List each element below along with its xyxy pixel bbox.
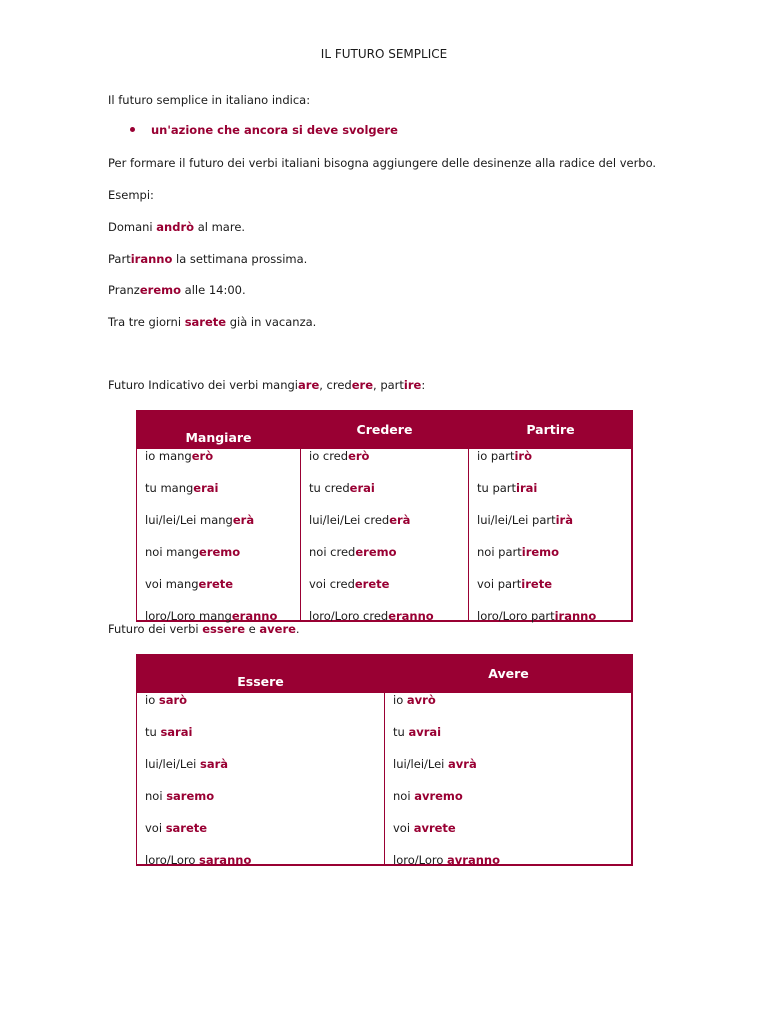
text-segment: lui/lei/Lei xyxy=(145,757,201,771)
conjugation-cell xyxy=(145,481,218,495)
page-title: IL FUTURO SEMPLICE xyxy=(320,47,448,61)
header-essere: Essere xyxy=(237,674,284,689)
highlighted-ending: andrò xyxy=(156,220,195,234)
text-segment: la settimana prossima. xyxy=(172,252,308,266)
bullet-icon xyxy=(130,127,135,132)
conjugation-cell xyxy=(477,513,573,527)
highlighted-ending: avremo xyxy=(414,789,463,803)
header-partire: Partire xyxy=(526,422,575,437)
conjugation-cell xyxy=(477,545,559,559)
highlighted-ending: avrai xyxy=(408,725,442,739)
text-segment: noi mang xyxy=(145,545,200,559)
text-segment: al mare. xyxy=(194,220,246,234)
header-credere: Credere xyxy=(356,422,413,437)
highlighted-ending: avere xyxy=(259,622,296,636)
highlighted-ending: saremo xyxy=(166,789,215,803)
highlighted-ending: erò xyxy=(348,449,370,463)
highlighted-ending: eremo xyxy=(199,545,241,559)
text-segment: voi xyxy=(393,821,414,835)
conjugation-cell xyxy=(477,609,596,623)
table1-caption xyxy=(108,378,425,392)
bullet-item xyxy=(130,123,398,137)
conjugation-cell xyxy=(145,513,254,527)
highlighted-ending: irete xyxy=(521,577,552,591)
highlighted-ending: erà xyxy=(232,513,255,527)
highlighted-ending: erete xyxy=(198,577,234,591)
conjugation-cell xyxy=(309,577,389,591)
highlighted-ending: iremo xyxy=(521,545,560,559)
conjugation-cell xyxy=(309,449,369,463)
text-segment: loro/Loro cred xyxy=(309,609,389,623)
conjugation-cell xyxy=(309,513,410,527)
highlighted-ending: sarete xyxy=(165,821,208,835)
conjugation-table-irregular xyxy=(136,654,633,866)
text-segment: loro/Loro mang xyxy=(145,609,232,623)
text-segment: Part xyxy=(108,252,131,266)
highlighted-ending: avrò xyxy=(406,693,436,707)
text-segment: Tra tre giorni xyxy=(108,315,185,329)
text-segment: Domani xyxy=(108,220,157,234)
conjugation-cell xyxy=(145,853,251,867)
conjugation-cell xyxy=(145,449,213,463)
text-segment: alle 14:00. xyxy=(181,283,246,297)
conjugation-cell xyxy=(393,693,436,707)
highlighted-ending: iranno xyxy=(130,252,173,266)
highlighted-ending: sarete xyxy=(184,315,227,329)
conjugation-cell xyxy=(393,725,441,739)
highlighted-ending: eremo xyxy=(139,283,181,297)
conjugation-table-regular xyxy=(136,410,633,622)
text-segment: io mang xyxy=(145,449,192,463)
text-segment: io xyxy=(145,693,159,707)
highlighted-ending: sarà xyxy=(200,757,229,771)
highlighted-ending: ire xyxy=(403,378,422,392)
text-segment: lui/lei/Lei part xyxy=(477,513,556,527)
text-segment: voi cred xyxy=(309,577,355,591)
highlighted-ending: essere xyxy=(202,622,245,636)
highlighted-ending: irà xyxy=(555,513,573,527)
example-line xyxy=(108,252,307,266)
bullet-text: un'azione che ancora si deve svolgere xyxy=(151,123,398,137)
examples-label: Esempi: xyxy=(108,188,154,202)
highlighted-ending: ere xyxy=(351,378,374,392)
highlighted-ending: erà xyxy=(389,513,411,527)
highlighted-ending: eranno xyxy=(388,609,434,623)
conjugation-cell xyxy=(393,789,463,803)
text-segment: noi xyxy=(393,789,415,803)
text-segment: tu xyxy=(145,725,161,739)
intro-text: Il futuro semplice in italiano indica: xyxy=(108,93,311,107)
conjugation-cell xyxy=(309,481,375,495)
text-segment: Pranz xyxy=(108,283,140,297)
text-segment: noi cred xyxy=(309,545,356,559)
text-segment: loro/Loro xyxy=(393,853,448,867)
header-avere: Avere xyxy=(488,666,529,681)
text-segment: voi mang xyxy=(145,577,199,591)
highlighted-ending: avrete xyxy=(413,821,456,835)
conjugation-cell xyxy=(145,821,207,835)
conjugation-cell xyxy=(477,449,532,463)
text-segment: lui/lei/Lei xyxy=(393,757,449,771)
conjugation-cell xyxy=(477,577,552,591)
conjugation-cell xyxy=(145,693,187,707)
text-segment: tu xyxy=(393,725,409,739)
text-segment: tu cred xyxy=(309,481,350,495)
header-mangiare: Mangiare xyxy=(185,430,252,445)
text-segment: voi part xyxy=(477,577,522,591)
formation-text: Per formare il futuro dei verbi italiani bisogna aggiungere delle desinenze alla radice del verbo. xyxy=(108,156,657,170)
example-line xyxy=(108,283,246,297)
highlighted-ending: erai xyxy=(349,481,375,495)
table2-caption xyxy=(108,622,300,636)
text-segment: Futuro Indicativo dei verbi mangi xyxy=(108,378,299,392)
highlighted-ending: avranno xyxy=(447,853,500,867)
conjugation-cell xyxy=(145,545,240,559)
conjugation-cell xyxy=(145,725,192,739)
text-segment: , part xyxy=(373,378,404,392)
text-segment: Futuro dei verbi xyxy=(108,622,203,636)
text-segment: , cred xyxy=(319,378,352,392)
text-segment: io cred xyxy=(309,449,349,463)
highlighted-ending: irai xyxy=(516,481,538,495)
highlighted-ending: irò xyxy=(514,449,532,463)
text-segment: lui/lei/Lei mang xyxy=(145,513,233,527)
highlighted-ending: sarai xyxy=(160,725,193,739)
conjugation-cell xyxy=(393,757,477,771)
conjugation-cell xyxy=(145,757,228,771)
text-segment: : xyxy=(421,378,426,392)
text-segment: noi part xyxy=(477,545,522,559)
conjugation-cell xyxy=(309,545,397,559)
text-segment: noi xyxy=(145,789,167,803)
text-segment: e xyxy=(245,622,260,636)
text-segment: tu mang xyxy=(145,481,194,495)
text-segment: . xyxy=(295,622,300,636)
highlighted-ending: sarò xyxy=(158,693,188,707)
text-segment: già in vacanza. xyxy=(226,315,317,329)
text-segment: tu part xyxy=(477,481,517,495)
example-line xyxy=(108,315,316,329)
text-segment: lui/lei/Lei cred xyxy=(309,513,390,527)
conjugation-cell xyxy=(145,609,277,623)
conjugation-cell xyxy=(309,609,434,623)
text-segment: io xyxy=(393,693,407,707)
text-segment: loro/Loro xyxy=(145,853,200,867)
conjugation-cell xyxy=(477,481,537,495)
text-segment: loro/Loro part xyxy=(477,609,555,623)
text-segment: io part xyxy=(477,449,515,463)
highlighted-ending: erete xyxy=(354,577,390,591)
highlighted-ending: avrà xyxy=(448,757,477,771)
text-segment: voi xyxy=(145,821,166,835)
conjugation-cell xyxy=(393,821,456,835)
highlighted-ending: eremo xyxy=(355,545,397,559)
highlighted-ending: iranno xyxy=(554,609,597,623)
highlighted-ending: saranno xyxy=(199,853,252,867)
conjugation-cell xyxy=(145,789,214,803)
conjugation-cell xyxy=(393,853,500,867)
conjugation-cell xyxy=(145,577,233,591)
example-line xyxy=(108,220,245,234)
highlighted-ending: are xyxy=(298,378,320,392)
highlighted-ending: erai xyxy=(193,481,219,495)
highlighted-ending: erò xyxy=(191,449,214,463)
highlighted-ending: eranno xyxy=(231,609,278,623)
